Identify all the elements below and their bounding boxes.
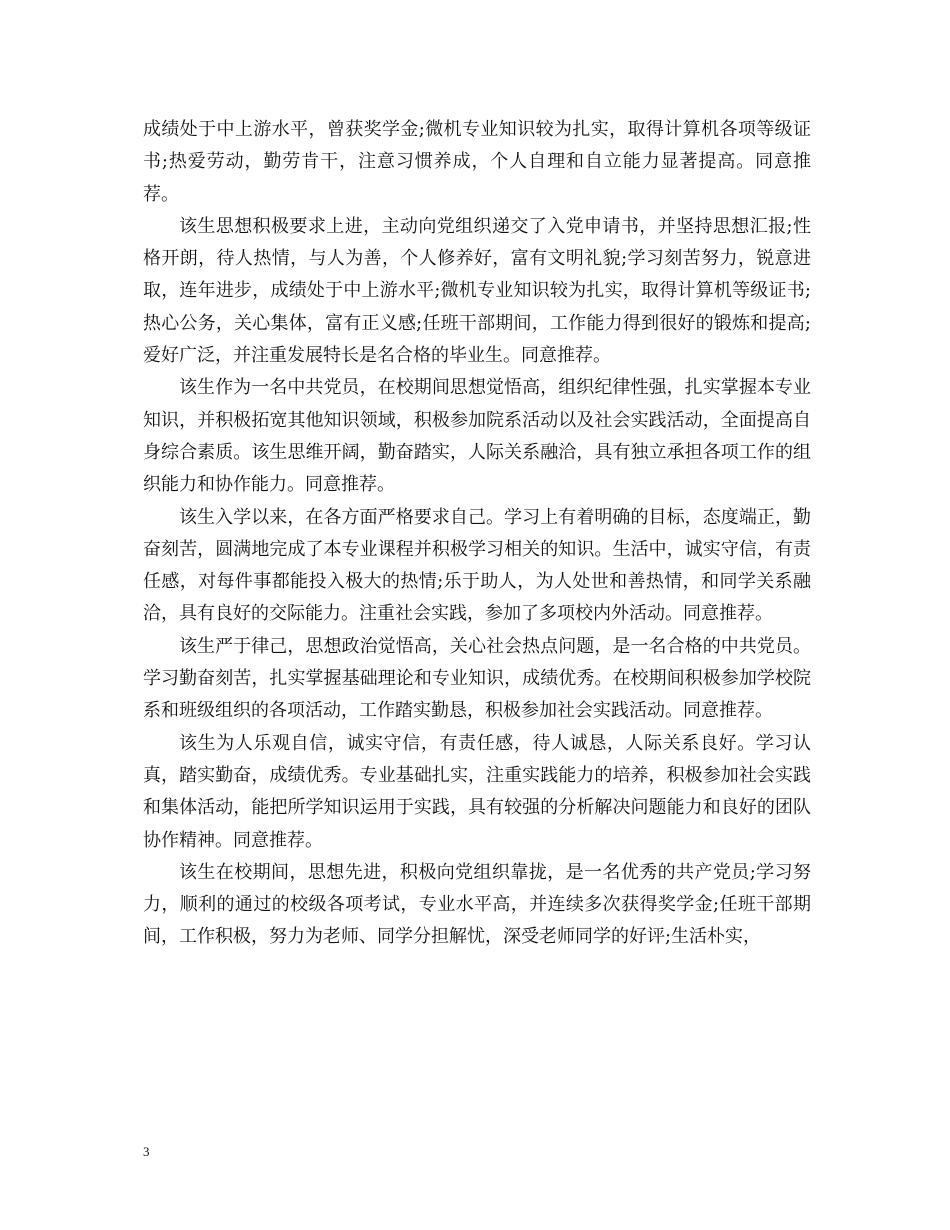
paragraph-4: 该生入学以来，在各方面严格要求自己。学习上有着明确的目标，态度端正，勤奋刻苦，圆满地完成了本专业课程并积极学习相关的知识。生活中，诚实守信，有责任感，对每件事都能投入极大的热情;乐于助人，为人处世和善热情，和同学关系融洽，具有良好的交际能力。注重社会实践，参加了多项校内外活动。同意推荐。 — [143, 506, 811, 625]
paragraph-5: 该生严于律己，思想政治觉悟高，关心社会热点问题，是一名合格的中共党员。学习勤奋刻苦，扎实掌握基础理论和专业知识，成绩优秀。在校期间积极参加学校院系和班级组织的各项活动，工作踏实勤恳，积极参加社会实践活动。同意推荐。 — [143, 635, 811, 722]
document-body — [143, 114, 811, 954]
paragraph-1: 成绩处于中上游水平，曾获奖学金;微机专业知识较为扎实，取得计算机各项等级证书;热爱劳动，勤劳肯干，注意习惯养成，个人自理和自立能力显著提高。同意推荐。 — [143, 119, 811, 205]
page-number: 3 — [143, 1144, 150, 1159]
paragraph-7: 该生在校期间，思想先进，积极向党组织靠拢，是一名优秀的共产党员;学习努力，顺利的通过的校级各项考试，专业水平高，并连续多次获得奖学金;任班干部期间，工作积极，努力为老师、同学分担解忧，深受老师同学的好评;生活朴实， — [143, 861, 811, 948]
paragraph-2: 该生思想积极要求上进，主动向党组织递交了入党申请书，并坚持思想汇报;性格开朗，待人热情，与人为善，个人修养好，富有文明礼貌;学习刻苦努力，锐意进取，连年进步，成绩处于中上游水平;微机专业知识较为扎实，取得计算机等级证书;热心公务，关心集体，富有正义感;任班干部期间，工作能力得到很好的锻炼和提高;爱好广泛，并注重发展特长是名合格的毕业生。同意推荐。 — [143, 215, 811, 367]
paragraph-6: 该生为人乐观自信，诚实守信，有责任感，待人诚恳，人际关系良好。学习认真，踏实勤奋，成绩优秀。专业基础扎实，注重实践能力的培养，积极参加社会实践和集体活动，能把所学知识运用于实践，具有较强的分析解决问题能力和良好的团队协作精神。同意推荐。 — [143, 732, 811, 851]
paragraph-3: 该生作为一名中共党员，在校期间思想觉悟高，组织纪律性强，扎实掌握本专业知识，并积极拓宽其他知识领域，积极参加院系活动以及社会实践活动，全面提高自身综合素质。该生思维开阔，勤奋踏实，人际关系融洽，具有独立承担各项工作的组织能力和协作能力。同意推荐。 — [143, 377, 811, 496]
